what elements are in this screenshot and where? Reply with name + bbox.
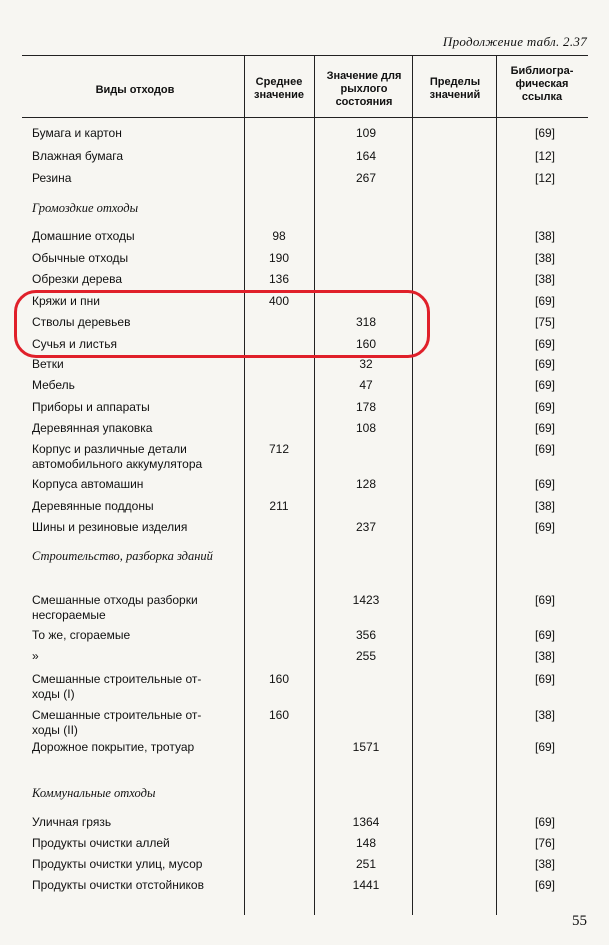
loose-value-cell: 1364 — [352, 815, 380, 829]
table-top-rule — [22, 55, 588, 56]
waste-type-cell-continued: ходы (II) — [32, 723, 78, 737]
reference-cell: [76] — [534, 836, 555, 850]
average-value-cell: 160 — [268, 672, 290, 686]
waste-type-cell: Мебель — [32, 378, 75, 392]
average-value-cell: 98 — [272, 229, 286, 243]
average-value-cell: 190 — [268, 251, 290, 265]
reference-cell: [12] — [534, 171, 555, 185]
reference-cell: [69] — [534, 357, 555, 371]
waste-type-cell: Продукты очистки улиц, мусор — [32, 857, 203, 871]
loose-value-cell: 178 — [355, 400, 377, 414]
header-loose: Значение для рыхлого состояния — [326, 70, 402, 108]
waste-type-cell: Смешанные строительные от- — [32, 708, 202, 722]
loose-value-cell: 47 — [359, 378, 373, 392]
continuation-caption: Продолжение табл. 2.37 — [442, 34, 587, 49]
section-construction: Строительство, разборка зданий — [32, 549, 213, 563]
waste-type-cell: Смешанные строительные от- — [32, 672, 202, 686]
waste-type-cell: Бумага и картон — [32, 126, 122, 140]
waste-type-cell: Деревянная упаковка — [32, 421, 153, 435]
waste-type-cell: То же, сгораемые — [32, 628, 131, 642]
column-divider-1 — [244, 55, 245, 915]
waste-type-cell: Домашние отходы — [32, 229, 135, 243]
reference-cell: [38] — [534, 499, 555, 513]
column-divider-4 — [496, 55, 497, 915]
reference-cell: [38] — [534, 229, 555, 243]
loose-value-cell: 251 — [355, 857, 377, 871]
waste-type-cell: Смешанные отходы разборки — [32, 593, 198, 607]
reference-cell: [69] — [534, 628, 555, 642]
loose-value-cell: 164 — [355, 149, 377, 163]
loose-value-cell: 237 — [355, 520, 377, 534]
section-municipal: Коммунальные отходы — [32, 786, 156, 800]
average-value-cell: 136 — [268, 272, 290, 286]
waste-type-cell: Корпуса автомашин — [32, 477, 144, 491]
reference-cell: [38] — [534, 857, 555, 871]
reference-cell: [69] — [534, 815, 555, 829]
waste-type-cell: Уличная грязь — [32, 815, 112, 829]
reference-cell: [69] — [534, 740, 555, 754]
waste-type-cell: » — [32, 649, 39, 663]
waste-type-cell: Продукты очистки отстойников — [32, 878, 204, 892]
loose-value-cell: 148 — [355, 836, 377, 850]
loose-value-cell: 1423 — [352, 593, 380, 607]
waste-type-cell: Шины и резиновые изделия — [32, 520, 188, 534]
reference-cell: [69] — [534, 337, 555, 351]
waste-type-cell: Дорожное покрытие, тротуар — [32, 740, 195, 754]
header-limits: Пределы значений — [429, 76, 481, 101]
reference-cell: [38] — [534, 649, 555, 663]
reference-cell: [12] — [534, 149, 555, 163]
header-waste-type: Виды отходов — [95, 84, 175, 96]
header-average: Среднее значение — [254, 76, 304, 101]
loose-value-cell: 109 — [355, 126, 377, 140]
average-value-cell: 211 — [269, 499, 289, 513]
loose-value-cell: 267 — [355, 171, 377, 185]
waste-type-cell: Корпус и различные детали — [32, 442, 187, 456]
waste-type-cell: Продукты очистки аллей — [32, 836, 170, 850]
reference-cell: [38] — [534, 708, 555, 722]
header-bottom-rule — [22, 117, 588, 118]
waste-type-cell: Резина — [32, 171, 72, 185]
waste-type-cell: Сучья и листья — [32, 337, 117, 351]
average-value-cell: 400 — [268, 294, 290, 308]
loose-value-cell: 356 — [355, 628, 377, 642]
section-bulky-waste: Громоздкие отходы — [32, 201, 139, 215]
loose-value-cell: 1441 — [352, 878, 380, 892]
reference-cell: [69] — [534, 378, 555, 392]
reference-cell: [69] — [534, 294, 555, 308]
reference-cell: [69] — [534, 442, 555, 456]
waste-type-cell: Приборы и аппараты — [32, 400, 150, 414]
loose-value-cell: 1571 — [352, 740, 380, 754]
loose-value-cell: 255 — [355, 649, 377, 663]
reference-cell: [69] — [534, 520, 555, 534]
loose-value-cell: 108 — [355, 421, 377, 435]
reference-cell: [69] — [534, 593, 555, 607]
loose-value-cell: 160 — [355, 337, 377, 351]
red-highlight-outline — [14, 290, 430, 358]
loose-value-cell: 318 — [355, 315, 377, 329]
waste-type-cell-continued: несгораемые — [32, 608, 106, 622]
reference-cell: [69] — [534, 672, 555, 686]
waste-type-cell: Обрезки дерева — [32, 272, 123, 286]
loose-value-cell: 32 — [359, 357, 373, 371]
loose-value-cell: 128 — [355, 477, 377, 491]
reference-cell: [38] — [534, 272, 555, 286]
average-value-cell: 712 — [268, 442, 290, 456]
reference-cell: [69] — [534, 126, 555, 140]
column-divider-2 — [314, 55, 315, 915]
reference-cell: [38] — [534, 251, 555, 265]
page-number: 55 — [572, 913, 587, 929]
header-reference: Библиогра- фическая ссылка — [510, 65, 574, 103]
waste-type-cell: Деревянные поддоны — [32, 499, 154, 513]
waste-type-cell-continued: ходы (I) — [32, 687, 75, 701]
reference-cell: [69] — [534, 400, 555, 414]
reference-cell: [69] — [534, 477, 555, 491]
waste-type-cell: Кряжи и пни — [32, 294, 100, 308]
waste-type-cell: Ветки — [32, 357, 64, 371]
reference-cell: [69] — [534, 878, 555, 892]
waste-type-cell-continued: автомобильного аккумулятора — [32, 457, 203, 471]
average-value-cell: 160 — [268, 708, 290, 722]
waste-type-cell: Обычные отходы — [32, 251, 129, 265]
waste-type-cell: Влажная бумага — [32, 149, 124, 163]
reference-cell: [69] — [534, 421, 555, 435]
waste-type-cell: Стволы деревьев — [32, 315, 131, 329]
reference-cell: [75] — [534, 315, 555, 329]
